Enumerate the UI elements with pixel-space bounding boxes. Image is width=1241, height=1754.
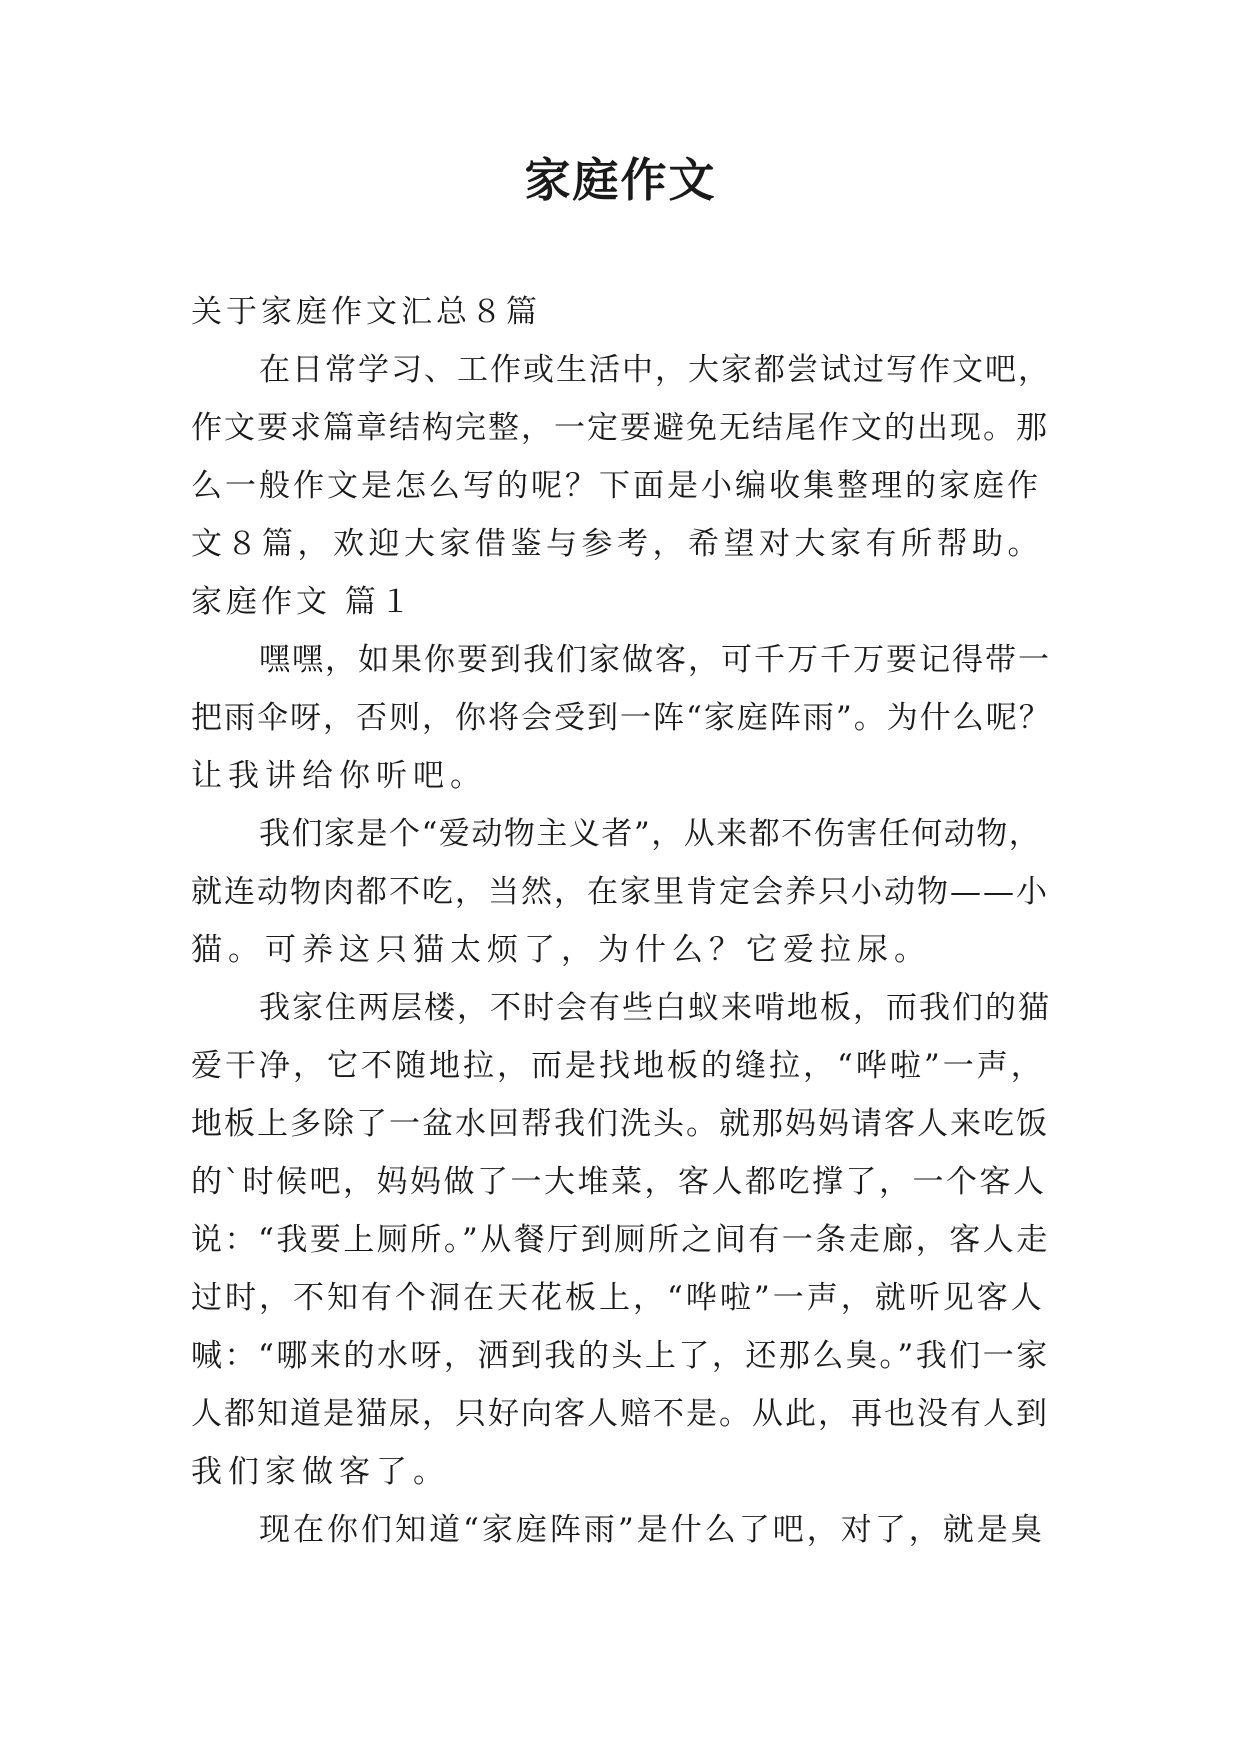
page-title: 家庭作文 (524, 153, 717, 207)
text-line: 把雨伞呀，否则，你将会受到一阵“家庭阵雨”。为什么呢？ (191, 700, 1052, 736)
text-line: 喊：“哪来的水呀，洒到我的头上了，还那么臭。”我们一家 (191, 1338, 1050, 1374)
body-text (191, 283, 1053, 1559)
text-line: 嘿嘿，如果你要到我们家做客，可千万千万要记得带一 (259, 642, 1051, 678)
text-line: 猫。可养这只猫太烦了，为什么？它爱拉尿。 (191, 932, 931, 968)
text-line: 过时，不知有个洞在天花板上，“哗啦”一声，就听见客人 (191, 1280, 1045, 1316)
text-line: 人都知道是猫尿，只好向客人赔不是。从此，再也没有人到 (191, 1396, 1049, 1432)
text-line: 作文要求篇章结构完整，一定要避免无结尾作文的出现。那 (191, 410, 1049, 446)
text-line: 的`时候吧，妈妈做了一大堆菜，客人都吃撑了，一个客人 (191, 1164, 1047, 1200)
text-line: 就连动物肉都不吃，当然，在家里肯定会养只小动物——小 (191, 874, 1049, 910)
section-heading: 关于家庭作文汇总８篇 (191, 294, 541, 330)
text-line: 我们家做客了。 (191, 1454, 450, 1490)
text-line: 爱干净，它不随地拉，而是找地板的缝拉，“哗啦”一声， (191, 1048, 1045, 1084)
text-line: 文８篇，欢迎大家借鉴与参考，希望对大家有所帮助。 (191, 526, 1043, 562)
text-line: 在日常学习、工作或生活中，大家都尝试过写作文吧， (259, 352, 1051, 388)
text-line: 现在你们知道“家庭阵雨”是什么了吧，对了，就是臭 (259, 1512, 1045, 1548)
text-line: 地板上多除了一盆水回帮我们洗头。就那妈妈请客人来吃饭 (191, 1106, 1049, 1142)
text-line: 么一般作文是怎么写的呢？下面是小编收集整理的家庭作 (191, 468, 1041, 504)
text-line: 我家住两层楼，不时会有些白蚁来啃地板，而我们的猫 (259, 990, 1051, 1026)
text-line: 我们家是个“爱动物主义者”，从来都不伤害任何动物， (259, 816, 1042, 852)
text-line: 让我讲给你听吧。 (191, 758, 487, 794)
section-heading: 家庭作文 篇１ (191, 584, 415, 620)
text-line: 说：“我要上厕所。”从餐厅到厕所之间有一条走廊，客人走 (191, 1222, 1050, 1258)
